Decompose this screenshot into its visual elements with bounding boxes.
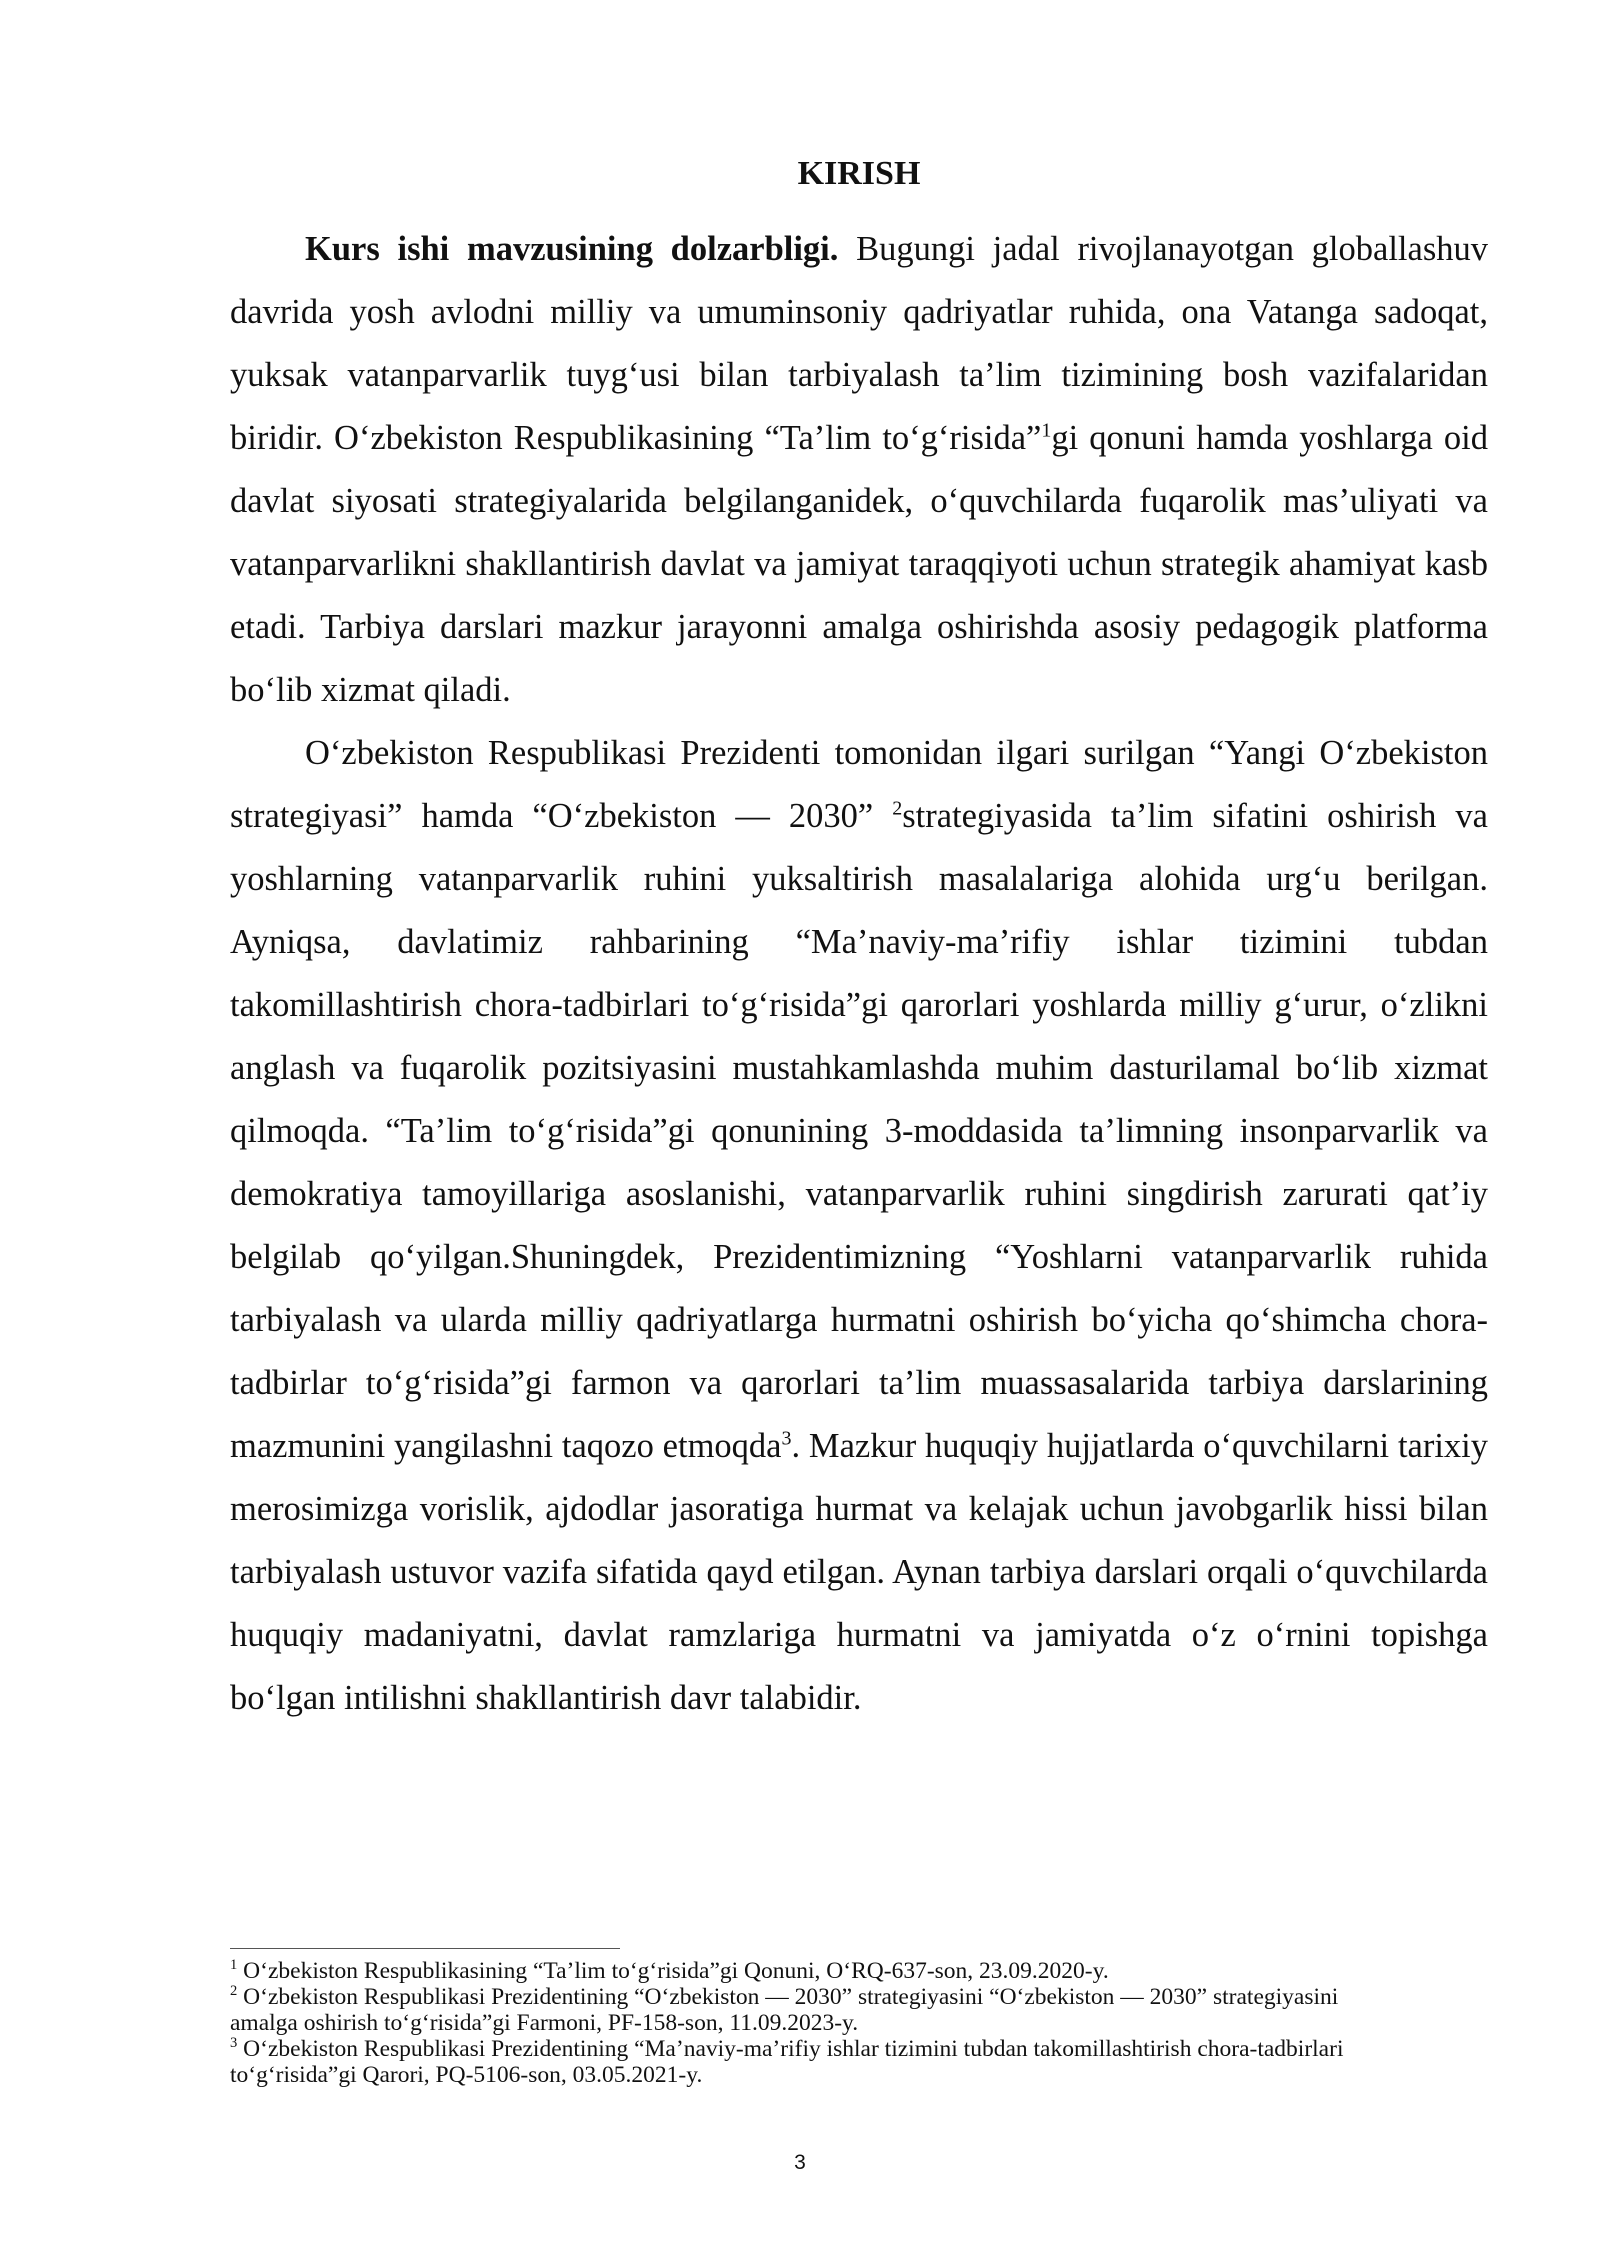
footnote-divider	[230, 1948, 620, 1949]
body-text	[230, 218, 1488, 1730]
footnote-text: O‘zbekiston Respublikasining “Ta’lim to‘g‘risida”gi Qonuni, O‘RQ-637-son, 23.09.2020-y.	[237, 1958, 1109, 1984]
page-heading: KIRISH	[797, 155, 921, 192]
footnote-mark: 2	[230, 1983, 238, 2000]
paragraph-strategy	[230, 722, 1488, 1730]
paragraph-relevance	[230, 218, 1488, 722]
footnote-mark: 1	[230, 1957, 238, 1974]
footnote-text: O‘zbekiston Respublikasi Prezidentining “Ma’naviy-ma’rifiy ishlar tizimini tubdan takomillashtirish chora-tadbirlari to‘g‘risida”gi Qarori, PQ-5106-son, 03.05.2021-y.	[230, 2036, 1344, 2088]
footnote-ref-3[interactable]: 3	[781, 1427, 792, 1450]
paragraph-lead: Kurs ishi mavzusining dolzarbligi.	[305, 230, 839, 268]
paragraph-text: Bugungi jadal rivojlanayotgan globallashuv davrida yosh avlodni milliy va umuminsoniy qadriyatlar ruhida, ona Vatanga sadoqat, yuksak vatanparvarlik tuyg‘usi bilan tarbiyalash ta’lim tizimining bosh vazifalaridan biridir. O‘zbekiston Respublikasining “Ta’lim to‘g‘risida”	[230, 230, 1488, 457]
footnote-1	[230, 1958, 1410, 1984]
paragraph-text: . Mazkur huquqiy hujjatlarda o‘quvchilarni tarixiy merosimizga vorislik, ajdodlar jasoratiga hurmat va kelajak uchun javobgarlik hissi bilan tarbiyalash ustuvor vazifa sifatida qayd etilgan. Aynan tarbiya darslari orqali o‘quvchilarda huquqiy madaniyatni, davlat ramzlariga hurmatni va jamiyatda o‘z o‘rnini topishga bo‘lgan intilishni shakllantirish davr talabidir.	[230, 1427, 1489, 1717]
footnote-mark: 3	[230, 2035, 238, 2052]
footnote-3	[230, 2036, 1410, 2088]
paragraph-text: O‘zbekiston Respublikasi Prezidenti tomonidan ilgari surilgan “Yangi O‘zbekiston strategiyasi” hamda “O‘zbekiston — 2030”	[230, 734, 1488, 835]
footnote-ref-2[interactable]: 2	[892, 797, 903, 820]
paragraph-text: gi qonuni hamda yoshlarga oid davlat siyosati strategiyalarida belgilanganidek, o‘quvchilarda fuqarolik mas’uliyati va vatanparvarlikni shakllantirish davlat va jamiyat taraqqiyoti uchun strategik ahamiyat kasb etadi. Tarbiya darslari mazkur jarayonni amalga oshirishda asosiy pedagogik platforma bo‘lib xizmat qiladi.	[230, 419, 1488, 709]
footnote-text: O‘zbekiston Respublikasi Prezidentining “O‘zbekiston — 2030” strategiyasini “O‘zbekiston — 2030” strategiyasini amalga oshirish to‘g‘risida”gi Farmoni, PF-158-son, 11.09.2023-y.	[230, 1984, 1339, 2036]
footnote-ref-1[interactable]: 1	[1041, 419, 1052, 442]
paragraph-text: strategiyasida ta’lim sifatini oshirish va yoshlarning vatanparvarlik ruhini yuksaltirish masalalariga alohida urg‘u berilgan. Ayniqsa, davlatimiz rahbarining “Ma’naviy-ma’rifiy ishlar tizimini tubdan takomillashtirish chora-tadbirlari to‘g‘risida”gi qarorlari yoshlarda milliy g‘urur, o‘zlikni anglash va fuqarolik pozitsiyasini mustahkamlashda muhim dasturilamal bo‘lib xizmat qilmoqda. “Ta’lim to‘g‘risida”gi qonunining 3-moddasida ta’limning insonparvarlik va demokratiya tamoyillariga asoslanishi, vatanparvarlik ruhini singdirish zarurati qat’iy belgilab qo‘yilgan.Shuningdek, Prezidentimizning “Yoshlarni vatanparvarlik ruhida tarbiyalash va ularda milliy qadriyatlarga hurmatni oshirish bo‘yicha qo‘shimcha chora-tadbirlar to‘g‘risida”gi farmon va qarorlari ta’lim muassasalarida tarbiya darslarining mazmunini yangilashni taqozo etmoqda	[230, 797, 1488, 1465]
page-number: 3	[794, 2151, 806, 2174]
footnotes	[230, 1958, 1410, 2088]
footnote-2	[230, 1984, 1410, 2036]
